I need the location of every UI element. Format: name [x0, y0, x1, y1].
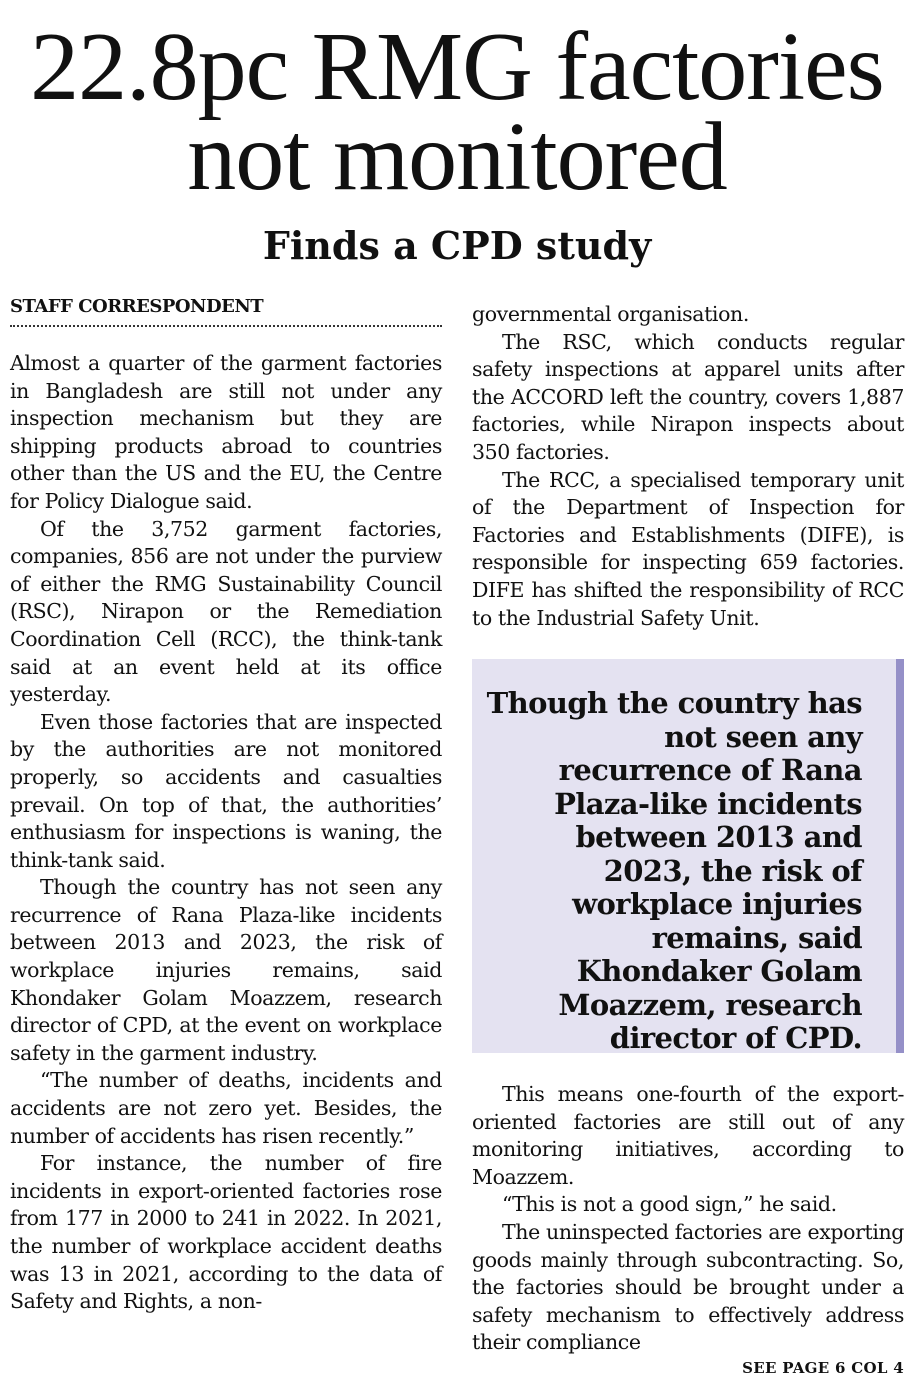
paragraph: Of the 3,752 garment factories, companies, 856 are not under the purview of either the RMG Sustainability Council (RSC), Nirapon or the Remediation Coordination Cell (RCC), the think-tank said at an event held at its office yesterday.	[10, 516, 442, 707]
paragraph: Almost a quarter of the garment factories in Bangladesh are still not under any inspection mechanism but they are shipping products abroad to countries other than the US and the EU, the Centre for Policy Dialogue said.	[10, 351, 442, 513]
paragraph: “This is not a good sign,” he said.	[502, 1192, 837, 1217]
paragraph: For instance, the number of fire incidents in export-oriented factories rose from 177 in 2000 to 241 in 2022. In 2021, the number of workplace accident deaths was 13 in 2021, according to the data of Safety and Rights, a non-	[10, 1151, 442, 1314]
paragraph: The uninspected factories are exporting goods mainly through subcontracting. So, the factories should be brought under a safety mechanism to effectively address their compliance	[472, 1219, 904, 1355]
subheadline: Finds a CPD study	[262, 223, 652, 268]
paragraph: Though the country has not seen any recurrence of Rana Plaza-like incidents between 2013 and 2023, the risk of workplace injuries remains, said Khondaker Golam Moazzem, research director of CPD, at the event on workplace safety in the garment industry.	[10, 875, 442, 1065]
paragraph: “The number of deaths, incidents and accidents are not zero yet. Besides, the number of accidents has risen recently.”	[10, 1068, 442, 1148]
article-left-column	[10, 350, 442, 1316]
pull-quote-box	[472, 659, 904, 1053]
paragraph: Even those factories that are inspected by the authorities are not monitored properly, so accidents and casualties prevail. On top of that, the authorities’ enthusiasm for inspections is waning, the think-tank said.	[10, 709, 442, 872]
paragraph: This means one-fourth of the export-oriented factories are still out of any monitoring initiatives, according to Moazzem.	[472, 1082, 904, 1189]
article-right-column-top	[472, 301, 904, 632]
pull-quote-accent-bar	[896, 659, 904, 1053]
article-right-column-bottom	[472, 1081, 904, 1357]
paragraph: governmental organisation.	[472, 302, 749, 326]
byline: STAFF CORRESPONDENT	[10, 296, 442, 327]
headline-line-1: 22.8pc RMG factories	[30, 13, 884, 121]
paragraph: The RCC, a specialised temporary unit of the Department of Inspection for Factories and Establishments (DIFE), is responsible for inspecting 659 factories. DIFE has shifted the responsibility of RCC to the Industrial Safety Unit.	[472, 467, 904, 630]
paragraph: The RSC, which conducts regular safety inspections at apparel units after the ACCORD left the country, covers 1,887 factories, while Nirapon inspects about 350 factories.	[472, 329, 904, 464]
pull-quote-text: Though the country has not seen any recurrence of Rana Plaza-like incidents between 2013 and 2023, the risk of workplace injuries remains, said Khondaker Golam Moazzem, research director of CPD.	[486, 686, 862, 1055]
headline	[0, 13, 914, 211]
headline-line-2: not monitored	[187, 103, 727, 211]
continuation-jump-line: SEE PAGE 6 COL 4	[742, 1359, 904, 1377]
